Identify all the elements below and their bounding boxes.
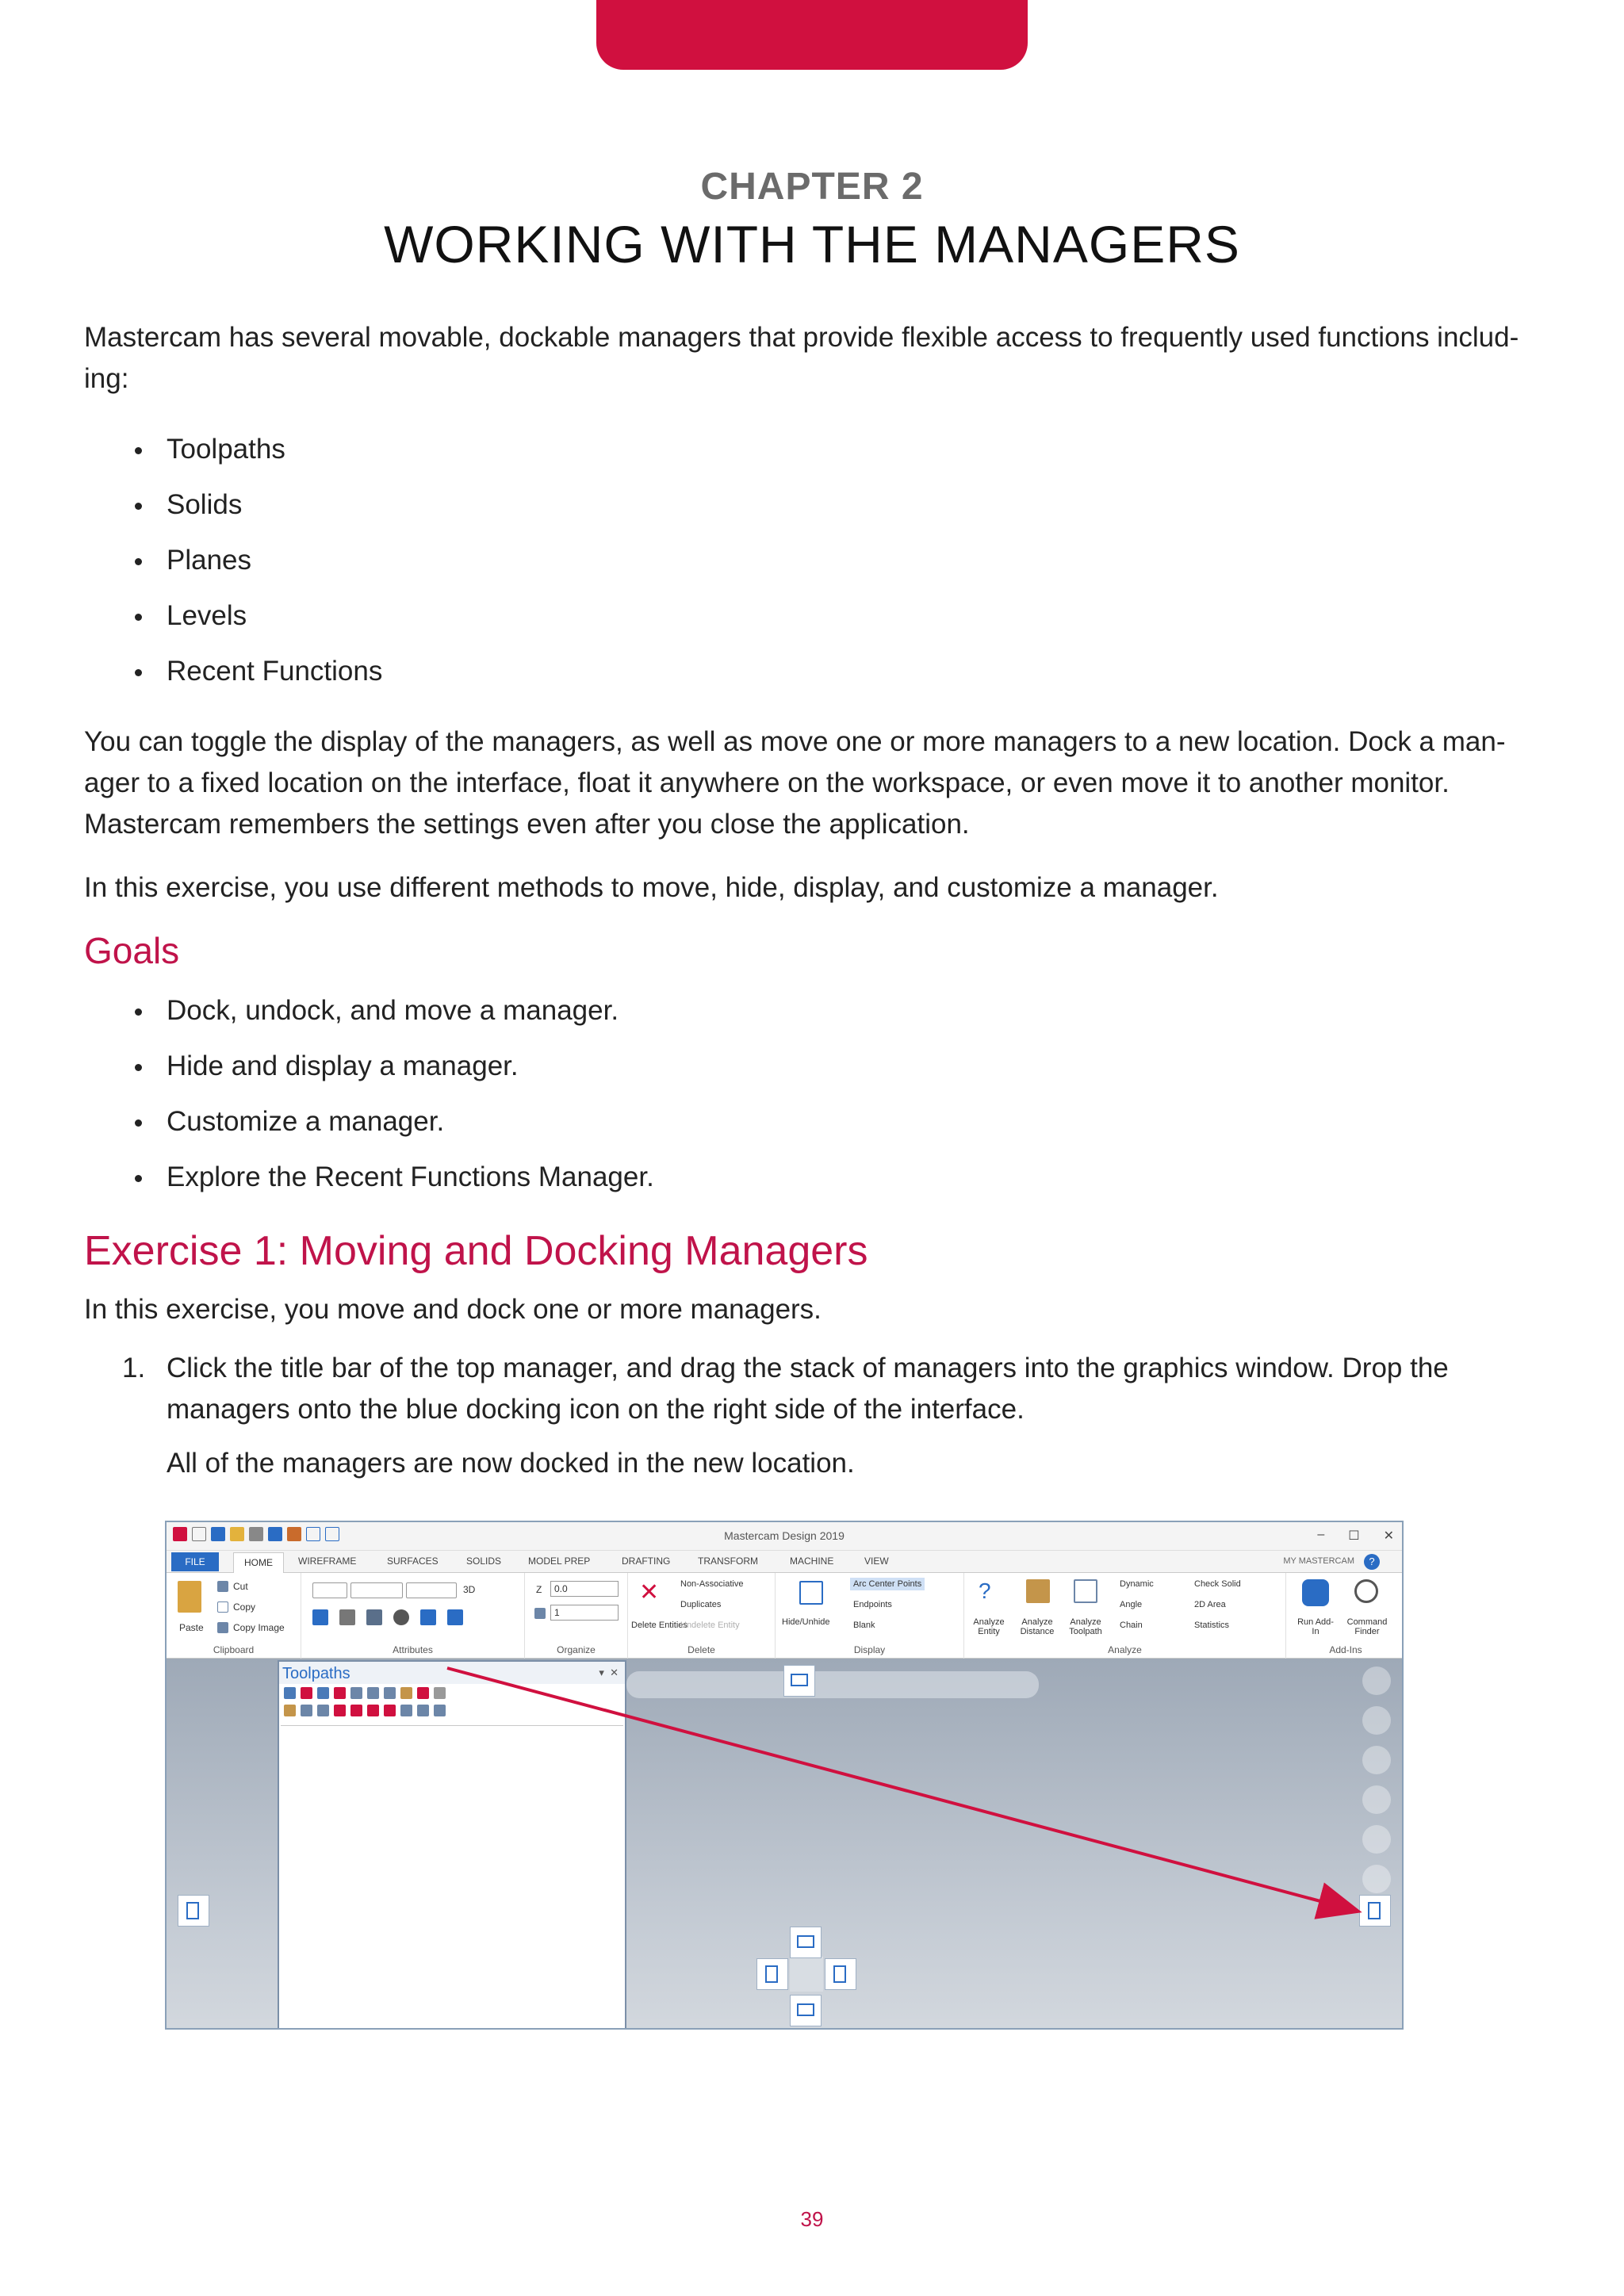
analyze-entity-button[interactable]: Analyze Entity (973, 1617, 1005, 1636)
cut-button[interactable]: Cut (233, 1581, 248, 1592)
manager-list (84, 422, 1551, 699)
list-item: Dock, undock, and move a manager. (135, 983, 1551, 1039)
analyze-distance-icon[interactable] (1026, 1579, 1050, 1603)
analyze-entity-icon[interactable]: ? (979, 1578, 991, 1603)
drag-arrow (167, 1659, 1404, 2030)
window-controls (1317, 1528, 1394, 1544)
tab-surfaces[interactable]: SURFACES (387, 1556, 439, 1567)
screenshot-figure (165, 1521, 1404, 2030)
manager-title: Toolpaths (282, 1665, 350, 1682)
tab-wireframe[interactable]: WIREFRAME (298, 1556, 357, 1567)
step-result: All of the managers are now docked in the new location. (167, 1448, 855, 1479)
goals-list (84, 983, 1551, 1205)
point-style-dropdown[interactable] (312, 1582, 347, 1598)
page-content (84, 317, 1551, 1484)
exercise-intro: In this exercise, you move and dock one or more managers. (84, 1294, 822, 1325)
window-titlebar (167, 1522, 1402, 1551)
surface-color-icon[interactable] (339, 1609, 355, 1625)
run-addin-button[interactable]: Run Add-In (1297, 1617, 1334, 1636)
non-associative-button[interactable]: Non-Associative (680, 1579, 744, 1589)
list-item: Levels (135, 588, 1551, 644)
list-item: Explore the Recent Functions Manager. (135, 1150, 1551, 1205)
tab-solids[interactable]: SOLIDS (466, 1556, 502, 1567)
hide-unhide-button[interactable]: Hide/Unhide (782, 1617, 830, 1627)
tab-home[interactable]: HOME (233, 1552, 284, 1574)
analyze-toolpath-icon[interactable] (1074, 1579, 1097, 1603)
statistics-button[interactable]: Statistics (1194, 1621, 1230, 1630)
ribbon-group-addins (1286, 1573, 1404, 1659)
group-label: Clipboard (213, 1644, 255, 1655)
list-item: Recent Functions (135, 644, 1551, 699)
group-label: Display (853, 1644, 886, 1655)
help-icon[interactable]: ? (1364, 1554, 1380, 1570)
exercise-paragraph: In this exercise, you use different methods to move, hide, display, and customize a manager. (84, 872, 1219, 903)
copy-icon[interactable] (217, 1601, 228, 1613)
toggle-paragraph: You can toggle the display of the managers, as well as move one or more managers to a new location. Dock a man-ager to a fixed location on the interface, float it anywhere on the workspace, or even move it to another monitor. Mastercam remembers the settings even after you close the application. (84, 726, 1506, 840)
3d-mode-toggle[interactable]: 3D (463, 1584, 476, 1595)
minimize-icon[interactable]: – (1317, 1528, 1325, 1541)
list-item: Toolpaths (135, 422, 1551, 477)
2d-area-button[interactable]: 2D Area (1194, 1600, 1226, 1609)
tab-file[interactable]: FILE (171, 1552, 219, 1571)
angle-button[interactable]: Angle (1120, 1600, 1143, 1609)
ribbon-group-analyze (964, 1573, 1286, 1659)
tab-model-prep[interactable]: MODEL PREP (528, 1556, 591, 1567)
drag-arrow-line (447, 1668, 1356, 1911)
tab-view[interactable]: VIEW (864, 1556, 889, 1567)
copy-image-button[interactable]: Copy Image (233, 1622, 285, 1633)
check-solid-button[interactable]: Check Solid (1194, 1579, 1241, 1589)
group-label: Organize (557, 1644, 596, 1655)
list-item: Customize a manager. (135, 1094, 1551, 1150)
intro-paragraph: Mastercam has several movable, dockable managers that provide flexible access to frequently used functions includ-ing: (84, 322, 1519, 394)
list-item: Planes (135, 533, 1551, 588)
run-addin-icon[interactable] (1302, 1579, 1329, 1606)
list-item: Hide and display a manager. (135, 1039, 1551, 1094)
group-label: Delete (688, 1644, 715, 1655)
set-all-icon[interactable] (420, 1609, 436, 1625)
exercise-heading: Exercise 1: Moving and Docking Managers (84, 1228, 868, 1274)
ribbon-tabbar (167, 1551, 1402, 1573)
manager-controls[interactable]: ▾ ✕ (599, 1667, 619, 1678)
copy-image-icon[interactable] (217, 1622, 228, 1633)
undelete-entity-button[interactable]: Undelete Entity (680, 1621, 740, 1630)
line-width-dropdown[interactable] (406, 1582, 457, 1598)
duplicates-button[interactable]: Duplicates (680, 1600, 722, 1609)
goals-heading: Goals (84, 930, 180, 971)
delete-entities-button[interactable]: Delete Entities (631, 1621, 688, 1630)
tab-transform[interactable]: TRANSFORM (698, 1556, 758, 1567)
step-item (122, 1348, 1551, 1430)
ribbon-group-display (776, 1573, 964, 1659)
clear-color-icon[interactable] (447, 1609, 463, 1625)
solid-color-icon[interactable] (366, 1609, 382, 1625)
hide-unhide-icon[interactable] (799, 1581, 823, 1605)
close-icon[interactable]: ✕ (1383, 1529, 1394, 1543)
cut-icon[interactable] (217, 1581, 228, 1592)
chapter-title: WORKING WITH THE MANAGERS (384, 215, 1240, 274)
chain-button[interactable]: Chain (1120, 1621, 1143, 1630)
group-label: Analyze (1108, 1644, 1142, 1655)
window-title: Mastercam Design 2019 (724, 1529, 845, 1542)
page-number: 39 (800, 2207, 824, 2231)
steps-list (84, 1348, 1551, 1430)
color-icon[interactable] (312, 1609, 328, 1625)
ribbon (167, 1573, 1402, 1659)
paste-button[interactable]: Paste (179, 1622, 204, 1633)
chapter-label: CHAPTER 2 (700, 166, 924, 208)
delete-entities-icon[interactable]: ✕ (639, 1579, 660, 1605)
paste-icon[interactable] (178, 1581, 201, 1613)
command-finder-button[interactable]: Command Finder (1346, 1617, 1388, 1636)
material-icon[interactable] (393, 1609, 409, 1625)
tab-machine[interactable]: MACHINE (790, 1556, 834, 1567)
arc-center-points-button[interactable]: Arc Center Points (850, 1578, 925, 1590)
tab-drafting[interactable]: DRAFTING (622, 1556, 671, 1567)
group-label: Add-Ins (1329, 1644, 1362, 1655)
graphics-window[interactable] (167, 1659, 1402, 2030)
z-label: Z (536, 1584, 542, 1595)
blank-button[interactable]: Blank (853, 1621, 875, 1630)
my-mastercam-link[interactable]: MY MASTERCAM (1283, 1556, 1354, 1566)
copy-button[interactable]: Copy (233, 1601, 256, 1613)
z-depth-input[interactable]: 0.0 (550, 1581, 619, 1597)
ribbon-group-delete (628, 1573, 776, 1659)
step-text: Click the title bar of the top manager, and drag the stack of managers into the graphics window. Drop the managers onto the blue docking icon on the right side of the interface. (167, 1353, 1449, 1425)
step-number: 1. (122, 1353, 146, 1383)
chapter-tab-decoration (596, 0, 1028, 70)
command-finder-icon[interactable] (1354, 1579, 1378, 1603)
endpoints-button[interactable]: Endpoints (853, 1600, 892, 1609)
list-item: Solids (135, 477, 1551, 533)
maximize-icon[interactable]: ☐ (1348, 1529, 1360, 1543)
level-icon (534, 1608, 546, 1619)
analyze-toolpath-button[interactable]: Analyze Toolpath (1069, 1617, 1102, 1636)
level-input[interactable]: 1 (550, 1605, 619, 1621)
ribbon-group-attributes (301, 1573, 525, 1659)
ribbon-group-clipboard (167, 1573, 301, 1659)
analyze-distance-button[interactable]: Analyze Distance (1020, 1617, 1055, 1636)
dynamic-button[interactable]: Dynamic (1120, 1579, 1154, 1589)
line-style-dropdown[interactable] (350, 1582, 403, 1598)
group-label: Attributes (393, 1644, 433, 1655)
ribbon-group-organize (525, 1573, 628, 1659)
